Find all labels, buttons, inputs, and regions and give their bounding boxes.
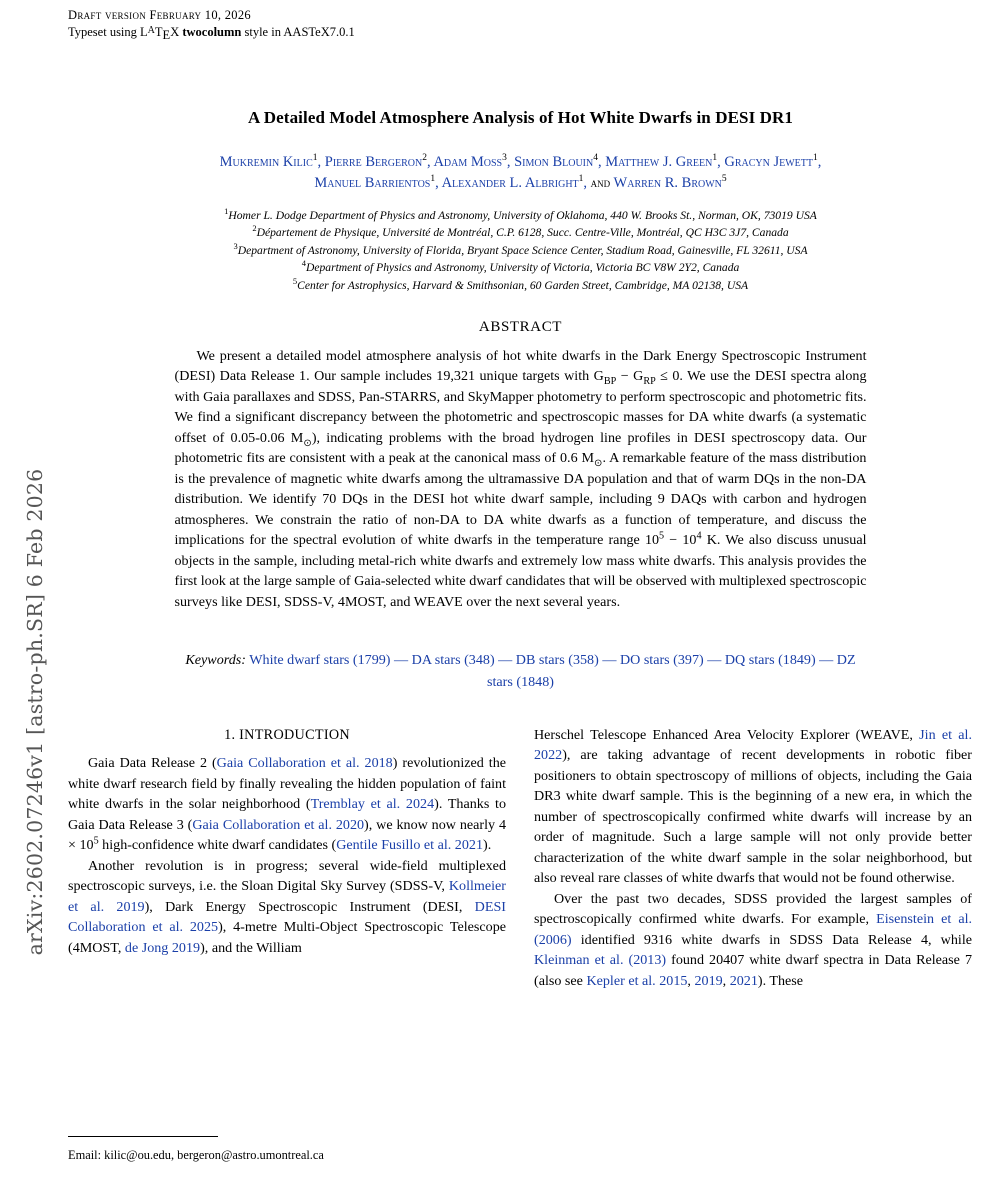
typeset-line: [68, 25, 973, 40]
keyword-link[interactable]: DB stars (358): [515, 652, 599, 669]
keywords-items: [249, 652, 855, 689]
column-right: [534, 725, 972, 992]
citation-link[interactable]: 2021: [729, 972, 758, 989]
abstract-text: We present a detailed model atmosphere analysis of hot white dwarfs in the Dark Energy Spectroscopic Instrument (DESI) Data Release 1. Our sample includes 19,321 unique targets with $G_{BP} - G_{RP} \le 0$. We use the DESI spectra along with Gaia parallaxes and SDSS, Pan-STARRS, and SkyMapper photometry to perform spectroscopic and photometric fits. We find a significant discrepancy between the photometric and spectroscopic masses for DA white dwarfs (a systematic offset of 0.05-0.06 $M_⊙$), indicating problems with the broad hydrogen line profiles in DESI spectroscopy data. Our photometric fits are consistent with a peak at the canonical mass of 0.6 $M_⊙$. A remarkable feature of the mass distribution is the prevalence of magnetic white dwarfs among the ultramassive DA population and that of warm DQs in the non-DA distribution. We identify 70 DQs in the DESI hot white dwarf sample, including 9 DAQs with carbon and hydrogen atmospheres. We constrain the ratio of non-DA to DA white dwarfs as a function of temperature, and discuss the implications for the spectral evolution of white dwarfs in the temperature range $10^5 - 10^4$ K. We also discuss unusual objects in the sample, including metal-rich white dwarfs and extremely low mass white dwarfs. This analysis provides the first look at the large sample of Gaia-selected white dwarf candidates that will be observed with multiplexed spectroscopic surveys like DESI, SDSS-V, 4MOST, and WEAVE over the next several years.: [174, 347, 867, 610]
keyword-link[interactable]: DQ stars (1849): [724, 652, 816, 669]
citation-link[interactable]: Tremblay et al. 2024: [310, 796, 435, 813]
author-name: Simon Blouin: [514, 154, 594, 170]
footnote-rule: [68, 1136, 218, 1137]
author-name: Gracyn Jewett: [724, 154, 813, 170]
author-affil-marker: 4: [593, 153, 598, 164]
body-text: ), Dark Energy Spectroscopic Instrument (DESI,: [144, 898, 475, 915]
paper-content: [68, 8, 973, 991]
page-title: A Detailed Model Atmosphere Analysis of Hot White Dwarfs in DESI DR1: [248, 108, 793, 127]
affiliation-marker: 4: [301, 258, 306, 269]
author-name: Matthew J. Green: [605, 154, 713, 170]
author[interactable]: Simon Blouin$^4$,: [514, 153, 602, 170]
author-affil-marker: 2: [422, 153, 427, 164]
paragraph: [68, 856, 506, 959]
author[interactable]: Mukremin Kilic$^1$,: [219, 153, 322, 170]
body-text: ) revolutionized the white dwarf research field by finally revealing the hidden population of faint white dwarfs in the solar neighborhood (: [68, 755, 506, 813]
affiliation: [68, 242, 973, 259]
keyword-link[interactable]: DA stars (348): [411, 652, 495, 669]
body-text: identified 9316 white dwarfs in SDSS Data Release 4, while: [571, 931, 972, 948]
latex-logo: [147, 25, 180, 42]
citation-link[interactable]: Jin et al. 2022: [534, 726, 972, 764]
affiliation-list: [68, 207, 973, 294]
citation-link[interactable]: Gentile Fusillo et al. 2021: [336, 837, 483, 854]
affiliation: [68, 224, 973, 241]
affiliation-marker: 3: [233, 240, 238, 251]
body-columns: [68, 725, 973, 992]
author-affil-marker: 1: [578, 174, 584, 185]
body-text: Another revolution is in progress; several wide-field multiplexed spectroscopic surveys, i.e. the Sloan Digital Sky Survey (SDSS-V,: [68, 857, 506, 895]
footnote-email: Email: kilic@ou.edu, bergeron@astro.umontreal.ca: [68, 1148, 324, 1162]
keyword-separator: —: [703, 652, 725, 669]
body-text: Herschel Telescope Enhanced Area Velocity Explorer (WEAVE,: [534, 726, 920, 743]
affiliation-marker: 2: [252, 223, 257, 234]
body-text: ), and the William: [200, 939, 302, 956]
author-list: [68, 152, 973, 194]
keyword-separator: —: [494, 652, 516, 669]
typeset-prefix: Typeset using L: [68, 25, 148, 39]
citation-link[interactable]: 2019: [694, 972, 723, 989]
author[interactable]: [614, 175, 727, 191]
author-name: Mukremin Kilic: [219, 154, 313, 170]
author-affil-marker: 1: [812, 153, 818, 164]
citation-link[interactable]: Eisenstein et al. (2006): [534, 911, 973, 948]
author[interactable]: Gracyn Jewett$^1$,: [724, 153, 822, 170]
keyword-link[interactable]: White dwarf stars (1799): [249, 652, 391, 669]
affiliation-text: Department of Physics and Astronomy, University of Victoria, Victoria BC V8W 2Y2, Canada: [305, 261, 740, 275]
author-name: Manuel Barrientos: [314, 175, 431, 192]
author-affil-marker: 1: [712, 153, 718, 164]
paragraph: [534, 889, 972, 992]
affiliation: [68, 259, 973, 276]
author-affil-marker: 5: [721, 174, 727, 185]
affiliation-marker: 1: [224, 206, 229, 217]
typeset-style: twocolumn: [182, 25, 242, 39]
arxiv-identifier-stamp: arXiv:2602.07246v1 [astro-ph.SR] 6 Feb 2026: [23, 468, 47, 956]
paragraph: [534, 725, 972, 889]
keywords-block: [175, 650, 867, 692]
citation-link[interactable]: Kepler et al. 2015: [586, 972, 688, 989]
keyword-separator: —: [390, 652, 412, 669]
citation-link[interactable]: Gaia Collaboration et al. 2018: [216, 755, 393, 772]
body-text: ), 4-metre Multi-Object Spectroscopic Telescope (4MOST,: [68, 919, 506, 956]
body-text: Gaia Data Release 2 (: [88, 755, 217, 772]
keywords-label: Keywords:: [185, 652, 246, 669]
affiliation-text: Homer L. Dodge Department of Physics and Astronomy, University of Oklahoma, 440 W. Brooks St., Norman, OK, 73019 USA: [228, 209, 817, 223]
draft-version-line: Draft version February 10, 2026: [68, 8, 251, 22]
body-text: ,: [722, 972, 730, 989]
paragraph: [68, 753, 506, 856]
body-text: ), we know now nearly $4 \times 10^5$ high-confidence white dwarf candidates (: [68, 816, 506, 854]
keyword-separator: —: [815, 652, 837, 669]
author[interactable]: Manuel Barrientos$^1$,: [314, 174, 439, 192]
citation-link[interactable]: Gaia Collaboration et al. 2020: [192, 816, 365, 833]
author[interactable]: Alexander L. Albright$^1$,: [441, 174, 588, 192]
latex-t: T: [154, 25, 163, 39]
body-text: ). Thanks to Gaia Data Release 3 (: [68, 796, 506, 833]
body-text: found 20407 white dwarf spectra in Data Release 7 (also see: [534, 952, 972, 989]
keyword-link[interactable]: DO stars (397): [619, 652, 704, 669]
citation-link[interactable]: DESI Collaboration et al. 2025: [68, 898, 506, 936]
body-text: ), are taking advantage of recent developments in robotic fiber positioners to obtain spectroscopy of millions of objects, including the Gaia DR3 white dwarf sample. This is the beginning of a new era, in which the number of spectroscopically confirmed white dwarfs will increase by an order of magnitude. Such a large sample will not only provide better characterization of the white dwarf sample in the solar neighborhood, but also reveal rare classes of white dwarfs that would not be found otherwise.: [534, 747, 972, 887]
author-affil-marker: 1: [312, 153, 318, 164]
section-heading-introduction: 1. INTRODUCTION: [224, 726, 350, 743]
abstract-heading: ABSTRACT: [478, 318, 563, 335]
affiliation-text: Département de Physique, Université de Montréal, C.P. 6128, Succ. Centre-Ville, Montréal, QC H3C 3J7, Canada: [256, 226, 789, 240]
column-left: [68, 725, 506, 992]
author[interactable]: Adam Moss$^3$,: [433, 153, 511, 170]
latex-a: A: [147, 25, 155, 36]
author-name: Pierre Bergeron: [324, 154, 423, 170]
author-affil-marker: 3: [502, 153, 507, 164]
affiliation: [68, 207, 973, 224]
affiliation: [68, 277, 973, 294]
citation-link[interactable]: de Jong 2019: [124, 939, 201, 956]
citation-link[interactable]: Kleinman et al. (2013): [534, 952, 667, 969]
typeset-suffix: style in AASTeX7.0.1: [244, 25, 355, 39]
body-text: ,: [687, 972, 695, 989]
author-name: Warren R. Brown: [613, 175, 722, 192]
latex-x: X: [170, 25, 180, 39]
author[interactable]: Pierre Bergeron$^2$,: [324, 153, 431, 170]
affiliation-text: Department of Astronomy, University of Florida, Bryant Space Science Center, Stadium Road, Gainesville, FL 32611, USA: [237, 243, 808, 257]
body-text: ).: [483, 837, 492, 854]
body-text: ). These: [757, 972, 804, 989]
body-text: Over the past two decades, SDSS provided the largest samples of spectroscopically confirmed white dwarfs. For example,: [534, 890, 972, 928]
affiliation-text: Center for Astrophysics, Harvard & Smithsonian, 60 Garden Street, Cambridge, MA 02138, USA: [297, 278, 749, 292]
author-conjunction: and: [590, 175, 611, 191]
author-name: Alexander L. Albright: [441, 175, 579, 192]
affiliation-marker: 5: [292, 275, 298, 286]
keyword-link[interactable]: DZ stars (1848): [487, 652, 856, 690]
author-affil-marker: 1: [430, 174, 436, 185]
keyword-separator: —: [598, 652, 620, 669]
latex-e: E: [162, 27, 171, 42]
author[interactable]: Matthew J. Green$^1$,: [605, 153, 721, 170]
author-name: Adam Moss: [433, 154, 503, 170]
citation-link[interactable]: Kollmeier et al. 2019: [68, 878, 506, 915]
